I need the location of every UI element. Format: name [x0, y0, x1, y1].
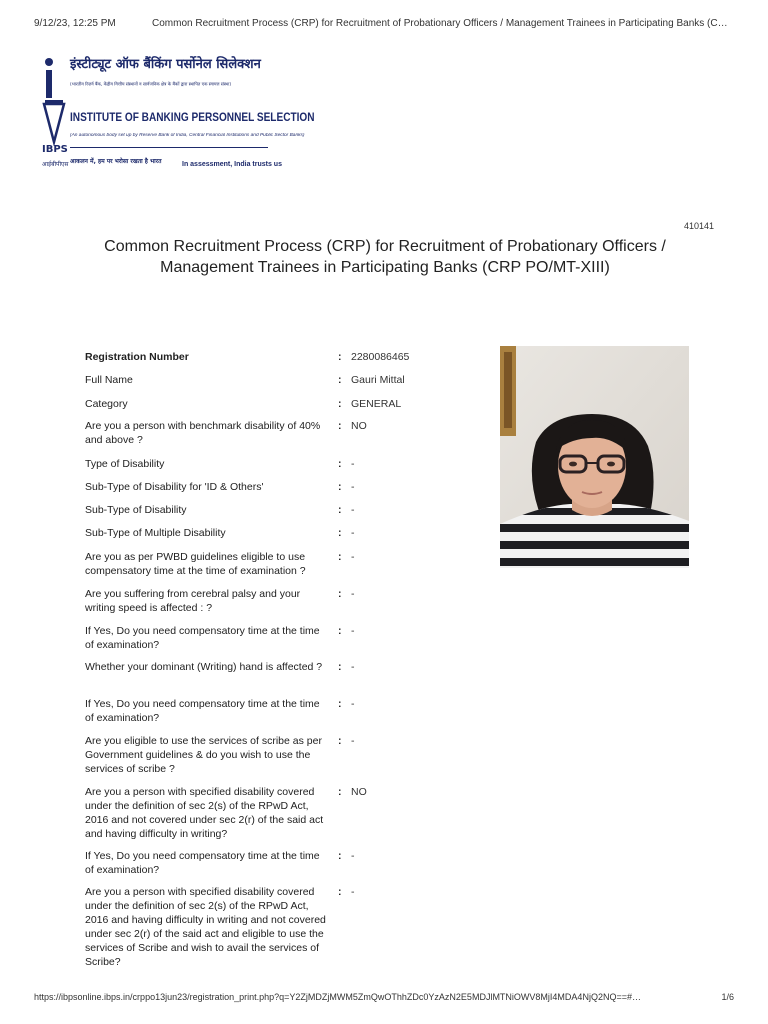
detail-separator: :	[338, 504, 342, 516]
detail-value: -	[351, 661, 355, 673]
detail-value: 2280086465	[351, 351, 410, 363]
detail-label: Registration Number	[85, 351, 189, 363]
emblem-subtext: आईबीपीएस	[42, 162, 69, 168]
detail-label: Full Name	[85, 374, 133, 386]
footer-url: https://ibpsonline.ibps.in/crppo13jun23/registration_print.php?q=Y2ZjMDZjMWM5ZmQwOThhZDc0YzAzN2E5MDJlMTNiOWV8MjI4MDA4NjQ2NQ==#…	[34, 992, 641, 1002]
logo-hindi-name: इंस्टीट्यूट ऑफ बैंकिंग पर्सोनेल सिलेक्शन	[70, 57, 261, 72]
document-title: Common Recruitment Process (CRP) for Recruitment of Probationary Officers / Management Trainees in Participating Banks (CRP PO/MT-XIII)	[104, 238, 666, 276]
print-header-title: Common Recruitment Process (CRP) for Recruitment of Probationary Officers / Management Trainees in Participating Banks (C…	[152, 18, 728, 29]
ibps-emblem-icon	[42, 56, 66, 146]
ibps-emblem	[42, 56, 69, 174]
detail-value: -	[351, 527, 355, 539]
detail-label: Sub-Type of Multiple Disability	[85, 527, 226, 539]
logo-english-subtitle: (An autonomous body set up by Reserve Bank of India, Central Financial Institutions and Public Sector Banks)	[70, 133, 305, 138]
detail-separator: :	[338, 786, 342, 798]
detail-separator: :	[338, 420, 342, 432]
detail-label: Are you a person with specified disability covered under the definition of sec 2(s) of the RPwD Act, 2016 and having difficulty in writing and not covered under sec 2(r) of the said act and eligible to use the services of Scribe and wish to avail the services of Scribe?	[85, 886, 326, 968]
detail-label: Sub-Type of Disability	[85, 504, 187, 516]
logo-slogan-english: In assessment, India trusts us	[182, 161, 282, 168]
detail-value: -	[351, 458, 355, 470]
detail-separator: :	[338, 661, 342, 673]
detail-value: GENERAL	[351, 398, 402, 410]
detail-separator: :	[338, 351, 342, 363]
detail-separator: :	[338, 527, 342, 539]
detail-separator: :	[338, 458, 342, 470]
detail-value: NO	[351, 786, 367, 798]
detail-label: Sub-Type of Disability for 'ID & Others'	[85, 481, 264, 493]
detail-label: Are you as per PWBD guidelines eligible to use compensatory time at the time of examination ?	[85, 551, 306, 577]
detail-value: -	[351, 698, 355, 710]
detail-separator: :	[338, 850, 342, 862]
detail-separator: :	[338, 481, 342, 493]
detail-label: Are you a person with benchmark disability of 40% and above ?	[85, 420, 321, 446]
detail-label: Are you eligible to use the services of scribe as per Government guidelines & do you wish to use the services of scribe ?	[85, 735, 322, 775]
detail-label: Category	[85, 398, 128, 410]
detail-label: Are you suffering from cerebral palsy and your writing speed is affected : ?	[85, 588, 301, 614]
detail-separator: :	[338, 886, 342, 898]
footer-page-number: 1/6	[721, 992, 734, 1002]
detail-value: -	[351, 481, 355, 493]
logo-slogan-hindi: आकलन में, हम पर भरोसा रखता है भारत	[70, 158, 162, 165]
detail-separator: :	[338, 625, 342, 637]
detail-label: Are you a person with specified disability covered under the definition of sec 2(s) of the RPwD Act, 2016 and not covered under sec 2(r) of the said act and having difficulty in writing?	[85, 786, 324, 840]
ibps-logo	[42, 52, 315, 182]
detail-value: NO	[351, 420, 367, 432]
detail-separator: :	[338, 735, 342, 747]
detail-label: If Yes, Do you need compensatory time at the time of examination?	[85, 625, 320, 651]
logo-divider	[70, 147, 268, 148]
detail-value: -	[351, 625, 355, 637]
detail-separator: :	[338, 398, 342, 410]
detail-value: Gauri Mittal	[351, 374, 405, 386]
detail-value: -	[351, 504, 355, 516]
detail-label: Whether your dominant (Writing) hand is affected ?	[85, 661, 323, 673]
detail-separator: :	[338, 551, 342, 563]
detail-value: -	[351, 551, 355, 563]
logo-hindi-subtitle: (भारतीय रिज़र्व बैंक, केंद्रीय वित्तीय संस्थानों व सार्वजनिक क्षेत्र के बैंकों द्वारा स्थापित एक स्वायत्त संस्था)	[70, 82, 232, 87]
detail-label: If Yes, Do you need compensatory time at the time of examination?	[85, 698, 320, 724]
print-header-datetime: 9/12/23, 12:25 PM	[34, 18, 116, 29]
detail-value: -	[351, 886, 355, 898]
detail-label: Type of Disability	[85, 458, 165, 470]
candidate-portrait-image	[500, 346, 689, 568]
detail-separator: :	[338, 698, 342, 710]
candidate-photo	[500, 346, 689, 568]
form-number: 410141	[683, 221, 714, 231]
detail-separator: :	[338, 588, 342, 600]
logo-english-name: INSTITUTE OF BANKING PERSONNEL SELECTION	[70, 110, 315, 124]
detail-separator: :	[338, 374, 342, 386]
detail-value: -	[351, 588, 355, 600]
detail-value: -	[351, 735, 355, 747]
emblem-text: IBPS	[42, 144, 68, 155]
detail-value: -	[351, 850, 355, 862]
detail-label: If Yes, Do you need compensatory time at the time of examination?	[85, 850, 320, 876]
